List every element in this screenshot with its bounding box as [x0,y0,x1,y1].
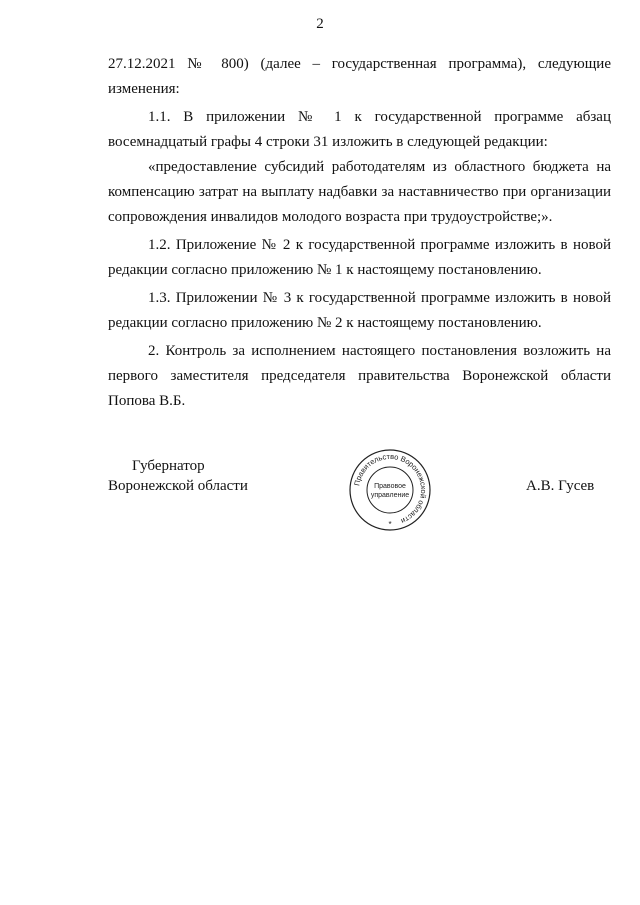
stamp-center-line2: управление [370,492,410,499]
stamp-center-line1: Правовое [374,483,406,490]
paragraph-1-2: 1.2. Приложение № 2 к государственной программе изложить в новой редакции согласно приложению № 1 к настоящему постановлению. [108,237,611,278]
stamp-ring-text: Правительство Воронежской области [352,451,429,526]
page-number: 2 [316,16,324,32]
paragraph-intro: 27.12.2021 № 800) (далее – государственная программа), следующие изменения: [108,56,611,97]
signer-title [108,456,278,496]
signer-position: Губернатор [132,458,205,474]
paragraph-quote: «предоставление субсидий работодателям из областного бюджета на компенсацию затрат на выплату надбавки за наставничество при организации сопровождения инвалидов молодого возраста при трудоустройстве;». [108,159,611,225]
stamp-seal [338,448,442,532]
paragraph-1-1: 1.1. В приложении № 1 к государственной программе абзац восемнадцатый графы 4 строки 31 изложить в следующей редакции: [108,109,611,150]
paragraph-1-3: 1.3. Приложении № 3 к государственной программе изложить в новой редакции согласно приложению № 2 к настоящему постановлению. [108,290,611,331]
paragraph-2: 2. Контроль за исполнением настоящего постановления возложить на первого заместителя председателя правительства Воронежской области Попова В.Б. [108,343,611,409]
signer-name: А.В. Гусев [526,478,595,494]
document-body [108,52,611,414]
signature-block [0,448,640,538]
signer-region: Воронежской области [108,478,248,494]
stamp-star-mark: * [388,520,392,529]
